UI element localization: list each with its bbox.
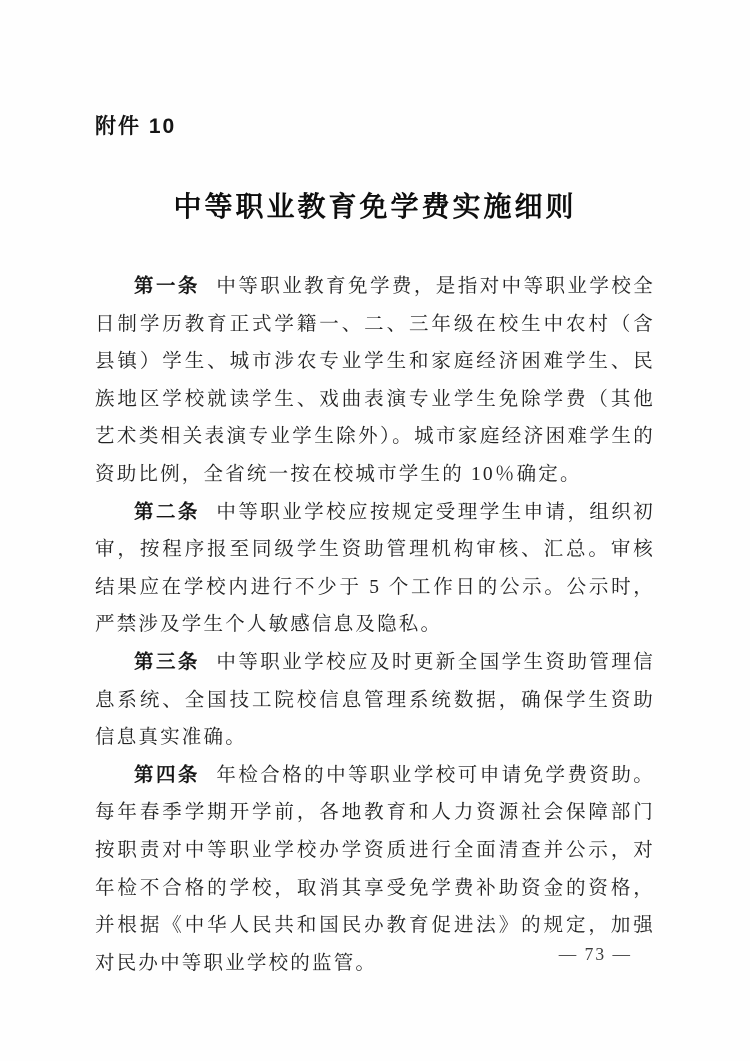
article-4-label: 第四条: [134, 764, 200, 786]
article-3-label: 第三条: [134, 651, 200, 673]
article-1-label: 第一条: [134, 276, 200, 297]
article-2: [95, 494, 655, 644]
article-1: [95, 268, 655, 494]
document-body: [95, 268, 655, 982]
article-1-text: 中等职业教育免学费，是指对中等职业学校全日制学历教育正式学籍一、二、三年级在校生中农村（含县镇）学生、城市涉农专业学生和家庭经济困难学生、民族地区学校就读学生、戏曲表演专业学生免除学费（其他艺术类相关表演专业学生除外）。城市家庭经济困难学生的资助比例，全省统一按在校城市学生的 10％确定。: [95, 276, 655, 485]
article-3-text: 中等职业学校应及时更新全国学生资助管理信息系统、全国技工院校信息管理系统数据，确保学生资助信息真实准确。: [95, 651, 655, 749]
page-number: — 73 —: [558, 944, 632, 964]
article-2-text: 中等职业学校应按规定受理学生申请，组织初审，按程序报至同级学生资助管理机构审核、汇总。审核结果应在学校内进行不少于 5 个工作日的公示。公示时，严禁涉及学生个人敏感信息及隐私。: [95, 501, 655, 636]
article-4-text: 年检合格的中等职业学校可申请免学费资助。每年春季学期开学前，各地教育和人力资源社会保障部门按职责对中等职业学校办学资质进行全面清查并公示，对年检不合格的学校，取消其享受免学费补助资金的资格，并根据《中华人民共和国民办教育促进法》的规定，加强对民办中等职业学校的监管。: [95, 764, 655, 974]
attachment-label: 附件 10: [95, 115, 177, 138]
document-title: 中等职业教育免学费实施细则: [173, 192, 577, 223]
article-3: [95, 644, 655, 757]
article-2-label: 第二条: [134, 501, 200, 523]
